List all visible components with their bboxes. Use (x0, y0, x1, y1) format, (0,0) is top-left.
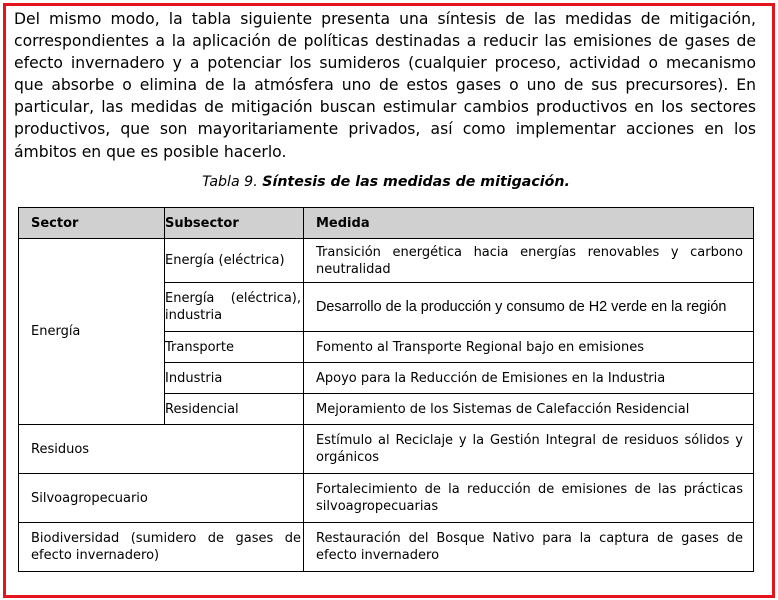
medida-cell: Desarrollo de la producción y consumo de H2 verde en la región (304, 283, 754, 332)
medida-cell: Transición energética hacia energías renovables y carbono neutralidad (304, 239, 754, 283)
medida-cell: Restauración del Bosque Nativo para la captura de gases de efecto invernadero (304, 523, 754, 572)
mitigation-table (18, 207, 754, 572)
caption-prefix: Tabla 9. (202, 174, 258, 190)
intro-paragraph: Del mismo modo, la tabla siguiente presenta una síntesis de las medidas de mitigación, correspondientes a la aplicación de políticas destinadas a reducir las emisiones de gases de efecto invernadero y a potenciar los sumideros (cualquier proceso, actividad o mecanismo que absorbe o elimina de la atmósfera uno de estos gases o uno de sus precursores). En particular, las medidas de mitigación buscan estimular cambios productivos en los sectores productivos, que son mayoritariamente privados, así como implementar acciones en los ámbitos en que es posible hacerlo. (14, 10, 756, 161)
header-medida: Medida (304, 208, 754, 239)
table-row (19, 474, 754, 523)
sector-cell: Energía (19, 239, 165, 425)
sector-cell: Biodiversidad (sumidero de gases de efecto invernadero) (19, 523, 304, 572)
header-sector: Sector (19, 208, 165, 239)
table-caption (0, 174, 772, 190)
header-subsector: Subsector (165, 208, 304, 239)
table-row (19, 239, 754, 283)
table-row (19, 425, 754, 474)
subsector-cell: Transporte (165, 332, 304, 363)
medida-cell: Fortalecimiento de la reducción de emisiones de las prácticas silvoagropecuarias (304, 474, 754, 523)
sector-cell: Silvoagropecuario (19, 474, 304, 523)
medida-cell: Fomento al Transporte Regional bajo en emisiones (304, 332, 754, 363)
subsector-cell: Industria (165, 363, 304, 394)
medida-cell: Mejoramiento de los Sistemas de Calefacción Residencial (304, 394, 754, 425)
table-row (19, 523, 754, 572)
subsector-cell: Residencial (165, 394, 304, 425)
sector-cell: Residuos (19, 425, 304, 474)
caption-title: Síntesis de las medidas de mitigación. (262, 174, 570, 190)
subsector-cell: Energía (eléctrica), industria (165, 283, 304, 332)
table-header-row (19, 208, 754, 239)
medida-cell: Estímulo al Reciclaje y la Gestión Integral de residuos sólidos y orgánicos (304, 425, 754, 474)
medida-cell: Apoyo para la Reducción de Emisiones en la Industria (304, 363, 754, 394)
subsector-cell: Energía (eléctrica) (165, 239, 304, 283)
